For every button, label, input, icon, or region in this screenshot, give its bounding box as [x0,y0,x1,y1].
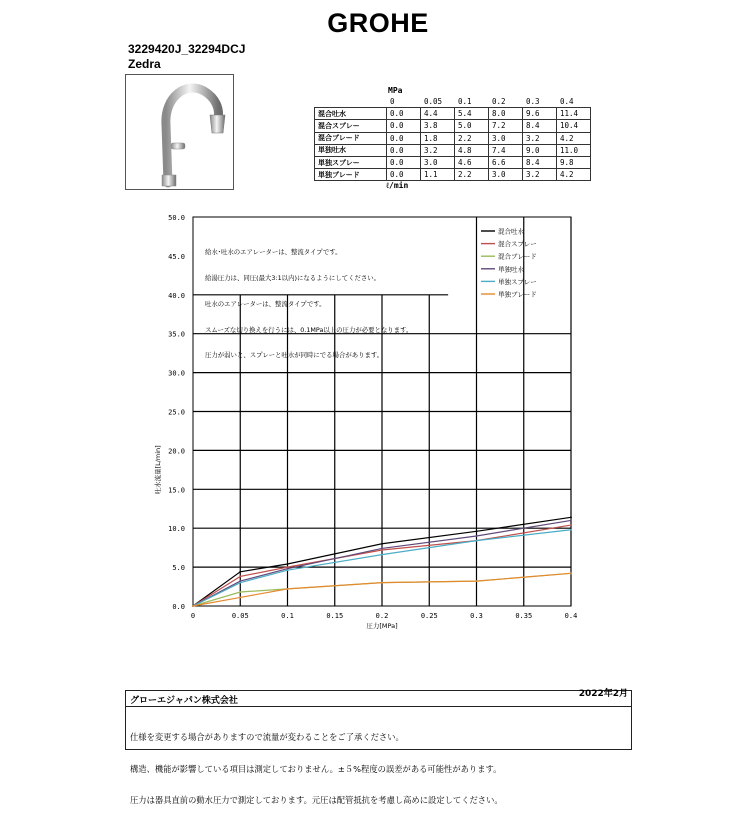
flow-value-cell: 5.4 [455,108,489,120]
data-point [476,530,478,532]
flow-value-cell: 4.2 [557,132,591,144]
data-point [287,568,289,570]
brand-logo: GROHE [327,8,429,38]
data-point [476,580,478,582]
data-point [287,569,289,571]
table-row [315,156,591,168]
disclaimer [130,711,503,827]
legend-label: 単独吐水 [498,265,524,274]
x-tick-label: 0.1 [281,612,294,620]
y-tick-label: 50.0 [168,214,185,222]
data-point [287,563,289,565]
data-point [192,605,194,607]
legend-label: 混合ブレード [498,252,537,261]
y-tick-label: 5.0 [172,564,185,573]
disclaimer-line: 仕様を変更する場合がありますので流量が変わることをご了承ください。 [130,732,404,742]
data-point [381,548,383,550]
data-point [239,582,241,584]
flow-value-cell: 5.0 [455,120,489,132]
table-row [315,108,591,120]
data-point [239,597,241,599]
flow-value-cell: 8.4 [523,156,557,168]
x-tick-label: 0.05 [231,612,249,620]
legend-label: 単独スプレー [498,277,537,286]
table-row [315,169,591,181]
flow-value-cell: 3.2 [523,169,557,181]
row-label: 混合スプレー [315,120,387,132]
x-axis-label: 圧力[MPa] [366,622,398,630]
model-info [128,42,245,72]
legend-label: 混合スプレー [498,240,537,249]
legend-label: 単独ブレード [498,290,537,299]
flow-value-cell: 8.0 [489,108,523,120]
note-line: 圧力が弱いと、スプレーと吐水が同時にでる場合があります。 [205,351,384,360]
y-tick-label: 45.0 [168,252,185,261]
flow-rate-table [314,95,591,181]
flow-value-cell: 3.2 [523,132,557,144]
flow-value-cell: 7.4 [489,144,523,156]
row-label: 単独吐水 [315,144,387,156]
note-line: 給湯圧力は、同圧(最大3:1以内)になるようにしてください。 [205,273,381,282]
y-axis-label: 吐水流量[L/min] [154,445,162,495]
data-point [239,591,241,593]
flow-value-cell: 10.4 [557,120,591,132]
company-name: グローエジャパン株式会社 [130,696,238,706]
data-point [381,582,383,584]
note-line: 吐水のエアレーターは、整流タイプです。 [205,299,326,308]
data-point [570,520,572,522]
y-tick-label: 0.0 [172,603,185,611]
data-point [570,572,572,574]
pressure-header-cell: 0.4 [557,96,591,108]
legend-label: 混合吐水 [498,227,524,236]
data-point [381,543,383,545]
data-point [476,540,478,542]
disclaimer-line: 構造、機能が影響している項目は測定しておりません。±５%程度の誤差がある可能性があります。 [130,763,502,774]
flow-value-cell: 4.2 [557,169,591,181]
flow-value-cell: 2.2 [455,132,489,144]
y-tick-label: 25.0 [168,408,185,417]
disclaimer-line: 圧力は器具直前の動水圧力で測定しております。元圧は配管抵抗を考慮し高めに設定してください。 [130,795,503,805]
y-tick-label: 20.0 [168,447,185,456]
pressure-header-cell: 0.3 [523,96,557,108]
issue-date: 2022年2月 [578,689,628,699]
table-header-row [315,96,591,108]
flow-value-cell: 0.0 [387,156,421,168]
x-tick-label: 0.35 [515,612,533,620]
footer-box [125,689,632,805]
flow-value-cell: 9.8 [557,156,591,168]
data-point [239,580,241,582]
flow-value-cell: 3.0 [489,132,523,144]
flow-value-cell: 0.0 [387,120,421,132]
flow-value-cell: 3.0 [489,169,523,181]
faucet-photo [125,74,234,190]
flow-value-cell: 7.2 [489,120,523,132]
flow-value-cell: 11.4 [557,108,591,120]
flow-value-cell: 4.4 [421,108,455,120]
note-line: スムーズな切り換えを行うには、0.1MPa以上の圧力が必要となります。 [205,325,413,334]
data-point [287,566,289,568]
pressure-header-cell: 0 [387,96,421,108]
table-row [315,144,591,156]
flow-value-cell: 4.6 [455,156,489,168]
model-name: Zedra [128,57,161,71]
data-point [239,576,241,578]
flow-value-cell: 9.6 [523,108,557,120]
row-label: 混合ブレード [315,132,387,144]
flow-value-cell: 11.0 [557,144,591,156]
pressure-header-cell: 0.2 [489,96,523,108]
y-tick-label: 30.0 [168,369,185,378]
data-point [570,524,572,526]
flow-value-cell: 0.0 [387,169,421,181]
y-tick-label: 15.0 [168,486,185,495]
flow-value-cell: 1.1 [421,169,455,181]
flow-value-cell: 0.0 [387,132,421,144]
flow-value-cell: 8.4 [523,120,557,132]
flow-value-cell: 3.2 [421,144,455,156]
row-label: 混合吐水 [315,108,387,120]
row-label: 単独ブレード [315,169,387,181]
x-tick-label: 0.3 [470,612,483,620]
y-tick-label: 35.0 [168,330,185,339]
faucet-icon [126,75,233,189]
row-label: 単独スプレー [315,156,387,168]
y-tick-label: 10.0 [168,525,185,534]
data-point [570,529,572,531]
flow-value-cell: 2.2 [455,169,489,181]
table-row [315,132,591,144]
flow-value-cell: 0.0 [387,108,421,120]
x-tick-label: 0.25 [420,612,438,620]
x-tick-label: 0.2 [375,612,389,620]
flow-value-cell: 0.0 [387,144,421,156]
model-code: 3229420J_32294DCJ [128,42,246,56]
footer-divider [126,706,631,707]
x-tick-label: 0.4 [564,612,578,620]
data-point [239,571,241,573]
data-point [287,588,289,590]
chart-notes [205,231,412,369]
flow-value-cell: 9.0 [523,144,557,156]
table-row [315,120,591,132]
table-unit-pressure: MPa [388,86,403,95]
flow-value-cell: 6.6 [489,156,523,168]
y-tick-label: 40.0 [168,291,185,300]
flow-value-cell: 3.0 [421,156,455,168]
table-unit-flow: ℓ/min [386,181,409,190]
flow-value-cell: 3.8 [421,120,455,132]
data-point [570,516,572,518]
data-point [476,535,478,537]
data-point [381,554,383,556]
data-point [381,549,383,551]
flow-value-cell: 4.8 [455,144,489,156]
note-line: 給水･吐水のエアレーターは、整流タイプです。 [205,248,342,257]
x-tick-label: 0.15 [326,612,344,620]
x-tick-label: 0 [190,612,196,620]
flow-value-cell: 1.8 [421,132,455,144]
pressure-header-cell: 0.05 [421,96,455,108]
pressure-header-cell: 0.1 [455,96,489,108]
